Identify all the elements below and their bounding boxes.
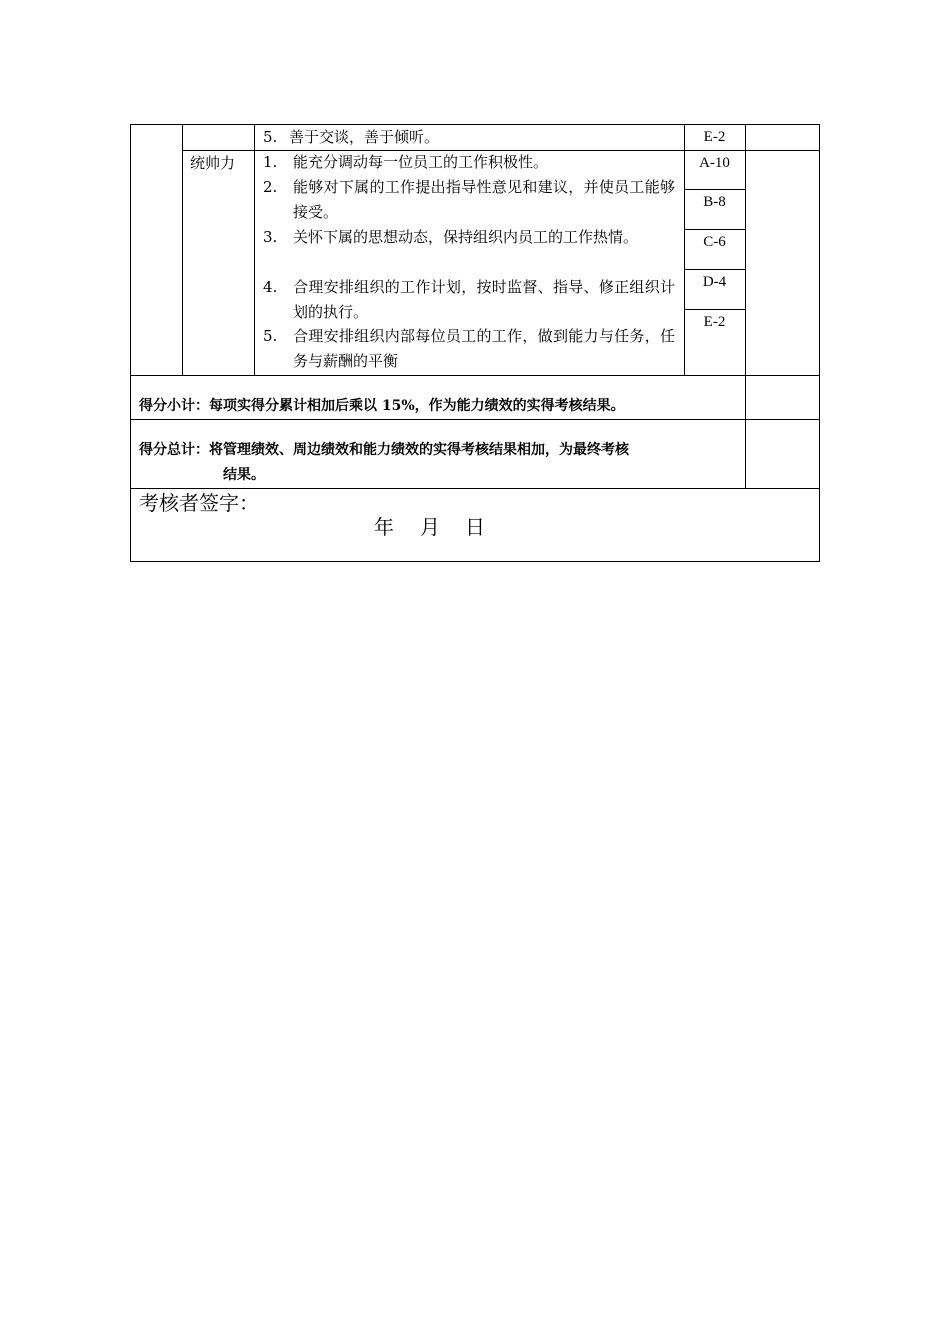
- item-number: 3.: [263, 228, 278, 246]
- total-row: [139, 438, 629, 463]
- item-number: 4.: [263, 278, 278, 296]
- item-text: 合理安排组织内部每位员工的工作，做到能力与任务，任务与薪酬的平衡: [293, 327, 675, 370]
- grade-cell: D-4: [702, 274, 727, 290]
- item-text: 善于交谈，善于倾听。: [289, 128, 440, 146]
- grade-cell: A-10: [699, 155, 730, 171]
- item-text: 能充分调动每一位员工的工作积极性。: [293, 153, 549, 171]
- date-month: 月: [420, 515, 440, 539]
- signature-label: 考核者签字：: [139, 491, 259, 515]
- item-text: 关怀下属的思想动态，保持组织内员工的工作热情。: [293, 228, 639, 246]
- row-divider: [130, 375, 820, 376]
- column-divider: [182, 124, 183, 376]
- total-text-line2: 结果。: [223, 467, 265, 483]
- table-border-left: [130, 124, 131, 562]
- total-text-line1: 将管理绩效、周边绩效和能力绩效的实得考核结果相加，为最终考核: [209, 442, 629, 458]
- date-year: 年: [374, 515, 394, 539]
- item-number: 5.: [263, 128, 278, 146]
- item-text: 合理安排组织的工作计划，按时监督、指导、修正组织计划的执行。: [293, 278, 675, 321]
- table-border-bottom: [130, 561, 820, 562]
- total-label: 得分总计：: [139, 442, 209, 458]
- grade-cell: E-2: [703, 129, 726, 145]
- grade-cell: E-2: [703, 314, 726, 330]
- column-divider: [254, 124, 255, 376]
- item-number: 5.: [263, 327, 278, 345]
- item-text: 能够对下属的工作提出指导性意见和建议，并使员工能够接受。: [293, 178, 675, 221]
- item-number: 1.: [263, 153, 278, 171]
- subtotal-label: 得分小计：: [139, 398, 209, 414]
- table-border-right: [819, 124, 820, 562]
- category-label: 统帅力: [190, 154, 236, 172]
- column-divider: [745, 124, 746, 489]
- item-number: 2.: [263, 178, 278, 196]
- subtotal-row: [139, 394, 625, 419]
- grade-cell: B-8: [703, 194, 726, 210]
- date-day: 日: [465, 515, 485, 539]
- subtotal-text: 每项实得分累计相加后乘以 15%，作为能力绩效的实得考核结果。: [209, 398, 625, 414]
- grade-cell: C-6: [703, 234, 726, 250]
- row-divider: [130, 419, 820, 420]
